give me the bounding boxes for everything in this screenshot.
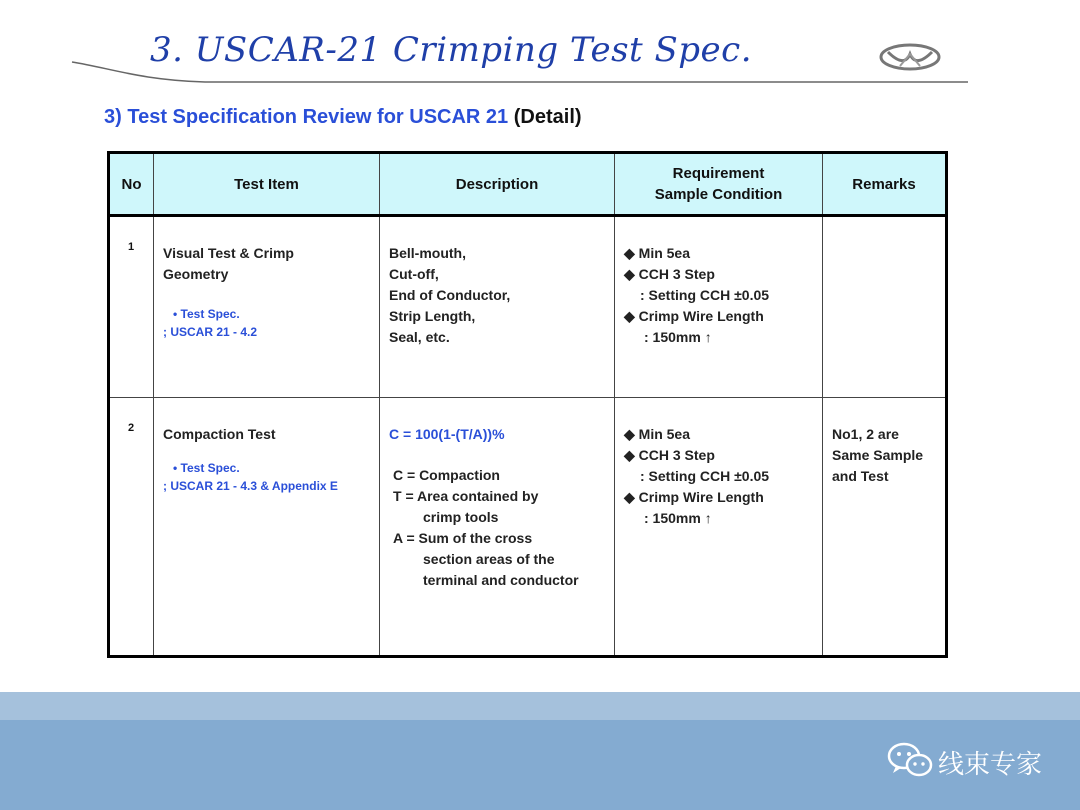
description-line: Seal, etc. <box>389 329 450 345</box>
wechat-icon <box>886 740 934 780</box>
requirement-line: ◆ CCH 3 Step <box>624 266 715 282</box>
requirement-cell <box>615 398 823 657</box>
section-title-detail: (Detail) <box>513 106 582 128</box>
description-line: Bell-mouth, <box>389 245 466 261</box>
brand-name: 线束专家 <box>938 750 1043 780</box>
description-line: End of Conductor, <box>389 287 511 303</box>
description-line: A = Sum of the cross <box>393 530 533 546</box>
description-line: Cut-off, <box>389 266 439 282</box>
test-spec-reference: • Test Spec. ; USCAR 21 - 4.2 <box>163 305 371 341</box>
section-title-main: 3) Test Specification Review for USCAR 21 <box>104 106 509 128</box>
description-cell <box>380 398 615 657</box>
description-line: C = Compaction <box>393 467 500 483</box>
test-item-line: Compaction Test <box>163 426 276 442</box>
page-title: 3. USCAR-21 Crimping Test Spec. <box>150 30 753 70</box>
requirement-line: ◆ CCH 3 Step <box>624 447 715 463</box>
test-spec-reference: • Test Spec. ; USCAR 21 - 4.3 & Appendix E <box>163 459 371 495</box>
remarks-line: Same Sample <box>832 447 924 463</box>
requirement-line: : Setting CCH ±0.05 <box>640 468 770 484</box>
header-requirement-line1: Requirement <box>672 165 765 182</box>
requirement-line: ◆ Crimp Wire Length <box>624 489 764 505</box>
remarks-line: No1, 2 are <box>832 426 899 442</box>
description-line: crimp tools <box>423 509 499 525</box>
reference-value: ; USCAR 21 - 4.3 & Appendix E <box>163 479 338 493</box>
company-logo-icon <box>878 40 942 74</box>
remarks-cell <box>823 216 947 398</box>
test-item-line: Visual Test & Crimp <box>163 245 294 261</box>
table-header-row <box>109 153 947 216</box>
section-title <box>104 106 582 129</box>
test-item-cell <box>154 398 380 657</box>
remarks-line: and Test <box>832 468 889 484</box>
header-remarks: Remarks <box>823 153 947 216</box>
requirement-line: : Setting CCH ±0.05 <box>640 287 770 303</box>
requirement-line: ◆ Min 5ea <box>624 426 691 442</box>
header-requirement <box>615 153 823 216</box>
table-row <box>109 216 947 398</box>
row-number: 2 <box>109 398 154 657</box>
header-requirement-line2: Sample Condition <box>654 186 783 203</box>
reference-label: Test Spec. <box>180 461 240 475</box>
footer-band-light <box>0 692 1080 720</box>
row-number: 1 <box>109 216 154 398</box>
remarks-cell <box>823 398 947 657</box>
description-line: terminal and conductor <box>423 572 579 588</box>
compaction-formula: C = 100(1-(T/A))% <box>389 426 505 442</box>
header-description: Description <box>380 153 615 216</box>
test-item-cell <box>154 216 380 398</box>
header-no: No <box>109 153 154 216</box>
description-cell <box>380 216 615 398</box>
requirement-line: : 150mm ↑ <box>644 510 712 526</box>
description-line: T = Area contained by <box>393 488 539 504</box>
requirement-cell <box>615 216 823 398</box>
requirement-line: ◆ Crimp Wire Length <box>624 308 764 324</box>
requirement-line: ◆ Min 5ea <box>624 245 691 261</box>
test-spec-table <box>107 151 948 658</box>
table-row <box>109 398 947 657</box>
description-line: section areas of the <box>423 551 555 567</box>
description-line: Strip Length, <box>389 308 476 324</box>
header-test-item: Test Item <box>154 153 380 216</box>
test-item-line: Geometry <box>163 266 229 282</box>
reference-label: Test Spec. <box>180 307 240 321</box>
reference-value: ; USCAR 21 - 4.2 <box>163 325 258 339</box>
requirement-line: : 150mm ↑ <box>644 329 712 345</box>
